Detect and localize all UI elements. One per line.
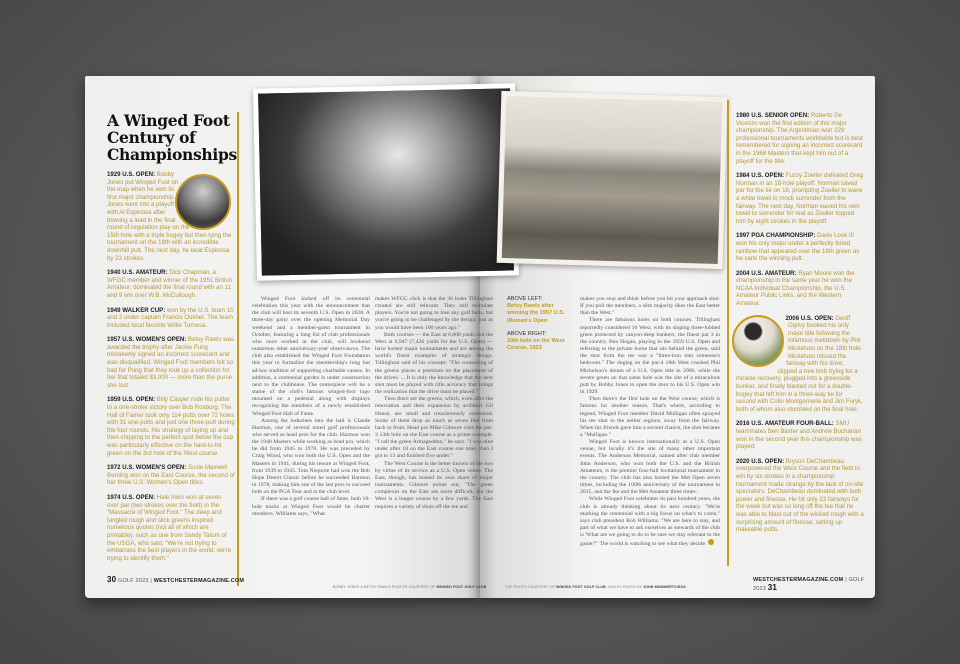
- west-course-1923-photo: [497, 91, 728, 269]
- timeline-text: Roberto De Vicenzo won the first edition of this major championship. The Argentinian won 229 professional tournaments worldwide but is best remembered for signing an incorrect scorecard in the 1968 Masters that kept him out of a playoff for the title.: [736, 112, 863, 165]
- timeline-year: 2016 U.S. AMATEUR FOUR-BALL:: [736, 420, 834, 428]
- timeline-text: Davis Love III won his only major under a perfectly timed rainbow that appeared over the 18th green as he sank the winning putt.: [736, 232, 860, 263]
- timeline-year: 2004 U.S. AMATEUR:: [736, 269, 797, 277]
- right-footer: WESTCHESTERMAGAZINE.COM | GOLF 2023 31: [753, 577, 865, 592]
- timeline-text: Bobby Jones put Winged Foot on the map when he won its first major championship. Jones went into a playoff with Al Espinosa after blowing a lead in the final round of regulation play on the 15th hole with a triple bogey but then tying the tournament on the 18th with an incredible downhill putt. The next day, he beat Espinosa by 23 strokes.: [107, 171, 232, 262]
- right-gold-rule: [727, 100, 729, 566]
- timeline-year: 2006 U.S. OPEN:: [785, 314, 834, 322]
- timeline-year: 1929 U.S. OPEN:: [107, 171, 156, 178]
- timeline-entry: [736, 315, 864, 414]
- left-timeline-sidebar: [107, 112, 235, 569]
- timeline-year: 1980 U.S. SENIOR OPEN:: [736, 112, 810, 119]
- timeline-text: Dick Chapman, a WFGC member and winner of the 1951 British Amateur, dominated the final round with an 11 and 9 win over W.B. McCullough.: [107, 269, 232, 299]
- timeline-text: Geoff Ogilvy booked his only major title following the infamous meltdown by Phil Mickelson on the 18th hole. Mickelson missed the fairway with his drive, clipped a tree limb trying for a miracle recovery, plugged into a greenside bunker, and finally blasted out for a double-bogey that left him in a three-way tie for second with Colin Montgomerie and Jim Furyk, both of whom also stumbled on the final hole.: [736, 314, 863, 413]
- timeline-entry: [736, 112, 864, 165]
- timeline-text: won by the U.S. team 10 and 2 under captain Francis Ouimet. The team included local favorite Willie Turnesa.: [107, 306, 234, 329]
- timeline-entry: [107, 494, 235, 562]
- timeline-text: SMU teammates Ben Baxter and Andrew Buchanan won in the second year this championship was played.: [736, 420, 862, 451]
- right-photo-credit: TOP PHOTO COURTESY OF WINGED FOOT GOLF CLUB; OGILVY PHOTO BY JOHN MUMMERT/USGA: [505, 585, 686, 589]
- end-mark-icon: [708, 539, 714, 545]
- timeline-year: 1972 U.S. WOMEN'S OPEN:: [107, 464, 187, 472]
- timeline-year: 2020 U.S. OPEN:: [736, 457, 785, 465]
- timeline-year: 1974 U.S. OPEN:: [107, 493, 156, 501]
- timeline-text: Billy Casper rode his putter to a one-stroke victory over Bob Rosburg. The Hall of Famer took only 114 putts over 72 holes with 31 one-putts and just one three-putt during the four rounds. His strategy of laying up and then chipping to the perfect spot below the cup was particularly effective on the hard-to-hit green on the 3rd hole of the West course.: [107, 396, 235, 457]
- caption-above-right: ABOVE RIGHT: 10th hole on the West Course, 1923: [507, 330, 565, 352]
- right-timeline-sidebar: [736, 112, 864, 541]
- timeline-text: Bryson DeChambeau overpowered the West Course and the field to win by six strokes in a championship tournament made strange by the lack of on-site spectators. DeChambeau dominated with both power and finesse. He hit only 23 fairways for the week but was so long off the tee that he was able to blast out of the wicked rough with a surprising amount of finesse, setting up makeable putts.: [736, 457, 864, 534]
- right-body-column: makes you stop and think before you hit your approach shot. If you poll the members, a slim majority likes the East better than the West." There are fabulous holes on both courses. Tillinghast reportedly considered 10 West, with its sloping three-lobbed green protected by canyon-deep bunkers, the finest par 3 in the country. Ben Hogan, playing in the 1959 U.S. Open and referring to the private home that sits behind the green, said the shot from the tee was a "three-iron into someone's bedroom." The dogleg on the par-4 18th West crushed Phil Mickelson's dream of a U.S. Open title in 2006, while the severe green on that same hole was the site of a miraculous putt by Bobby Jones to open the door to his U.S. Open win in 1929. Then there's the first hole on the West course, which is famous for another reason. That's where, according to legend, Winged Foot member David Mulligan often sprayed his tee shot in the nether regions, away from the fairway. When his friends gave him a second chance, the shot became a "Mulligan." Winged Foot is known internationally as a U.S. Open venue, but locally it's the site of many other important events. The Anderson Memorial, named after club member John Anderson, who won both the U.S. and the British Amateurs, is the premier four-ball invitational tournament in the country. The club has also hosted the Met Open seven times, including the 100th anniversary of the tournament in 2015, and the Ike and the Met Amateur three times. While Winged Foot celebrates its past hundred years, the club is already thinking about its next century. "We're marking the centennial with a big focus on what's to come," says club president Rob Williams. "We are here to stay, and part of what we have to ask ourselves as stewards of the club is 'What are we going to do to be sure we stay relevant to the game?'" The world is watching to see what they decide.: [580, 296, 720, 548]
- timeline-year: 1984 U.S. OPEN:: [736, 172, 785, 180]
- timeline-year: 1940 U.S. AMATEUR:: [107, 269, 168, 277]
- timeline-entry: [107, 307, 235, 330]
- timeline-entry: [736, 172, 864, 225]
- left-gold-rule: [237, 112, 239, 586]
- timeline-text: Susie Maxwell Berning won on the East Course, the second of her three U.S. Women's Open titles.: [107, 464, 235, 487]
- timeline-entry: [107, 396, 235, 457]
- photo-captions: [507, 296, 575, 352]
- caption-above-left: ABOVE LEFT: Betsy Rawls after winning the 1957 U.S. Women's Open: [507, 296, 565, 324]
- betsy-rawls-photo: [253, 83, 519, 280]
- timeline-entry: [107, 464, 235, 487]
- timeline-text: Fuzzy Zoeller defeated Greg Norman in an 18-hole playoff. Norman saved par for the tie on 18, prompting Zoeller to wave a white towel in mock surrender from the fairway. The next day, Norman waved his own towel to surrender for real as Zoeller topped him by eight strokes in the playoff.: [736, 172, 864, 225]
- timeline-entry: [107, 336, 235, 389]
- geoff-ogilvy-photo: [732, 315, 784, 367]
- timeline-entry: [736, 270, 864, 308]
- bobby-jones-photo: [175, 174, 231, 230]
- timeline-entry: [736, 420, 864, 450]
- body-column-2: makes WFGC click is that the 36 holes Tillinghast created are still relevant. They still stimulate players. You're not going to lose any golf balls, but you're going to be challenged by the design, just as you would have been 100 years ago." Both courses — the East at 6,808 yards and the West at 6,947 (7,426 yards for the U.S. Open) — have hosted major tournaments and are among the world's finest examples of strategic design. Tillinghast said of his concept: "The contouring of the greens places a premium on the placement of the drives. ... It is only the knowledge that the next shot must be played with rifle accuracy that brings the realization that the drive must be placed." Then there are the greens, which, even after the renovation and their expansion by architect Gil Hanse, are small and treacherously contoured. Some of them drop as much as seven feet from back to front. Head pro Mike Gilmore cites the par-3 13th hole on the East course as a prime example. "I call the green Armageddon," he says. "I was nine under after 10 on the East course one time, then I got to 13 and finished five under." The West Course is the better known of the two by virtue of its service as a U.S. Open venue. The East, though, has hosted its own share of major tournaments. Gilmore points out, "The green complexes on the East are more difficult, but the West is a longer course by a few yards. The East requires a variety of shots off the tee and: [375, 296, 493, 510]
- timeline-text: Hale Irwin won at seven over par (two strokes over the field) in the "Massacre of Winged Foot." The deep and tangled rough and slick greens inspired numerous quotes (not all of which are printable), such as one from Sandy Tatum of the USGA, who said, "We're not trying to embarrass the best players in the world; we're trying to identify them.": [107, 493, 232, 562]
- timeline-year: 1997 PGA CHAMPIONSHIP:: [736, 232, 816, 240]
- timeline-entry: [107, 269, 235, 299]
- article-title: A Winged Foot Century of Championships: [107, 111, 237, 164]
- timeline-entry: [736, 458, 864, 534]
- timeline-text: Betsy Rawls was awarded the trophy after Jackie Pung mistakenly signed an incorrect scorecard and was disqualified. Winged Foot members felt so bad for Pung that they took up a collection for her that totaled $3,000 — more than the purse she lost.: [107, 336, 235, 389]
- left-photo-credit: BOBBY JONES & BETSY RAWLS PHOTOS COURTESY OF WINGED FOOT GOLF CLUB: [333, 585, 487, 589]
- timeline-text: Ryan Moore won the championship in the same year he won the NCAA Individual Championship, the U.S. Amateur Public Links, and the Western Amateur.: [736, 269, 855, 308]
- timeline-year: 1949 WALKER CUP:: [107, 306, 166, 314]
- left-footer: 30 GOLF 2023 | WESTCHESTERMAGAZINE.COM: [107, 575, 245, 584]
- magazine-spread: [85, 76, 875, 598]
- timeline-year: 1959 U.S. OPEN:: [107, 396, 156, 404]
- timeline-year: 1957 U.S. WOMEN'S OPEN:: [107, 336, 187, 344]
- body-column-1: Winged Foot kicked off its centennial celebration this year with the announcement that the club will host its seventh U.S. Open in 2028. A three-day party over the opening Memorial Day weekend and a member-guest tournament in October, featuring a long list of club professionals who once worked at the club, will bookend numerous other anniversary-year observances. The club also established the Winged Foot Foundation this year to formalize the membership's long but ad-hoc tradition of supporting charitable causes. In addition, a centennial garden is under construction next to the clubhouse. The centerpiece will be a statue of the club's famous winged-foot logo mounted on a pedestal along with displays recognizing the members of a newly established Winged Foot Hall of Fame. Among the inductees into the hall is Claude Harmon, one of several noted golf professionals who served as head pros for the club. Harmon won the 1948 Masters while working as head pro, which he did from 1945 to 1978. He was preceded by Craig Wood, who won both the U.S. Open and the Masters in 1941, during his tenure at Winged Foot, from 1939 to 1945. Tom Nieporte had won the Bob Hope Desert Classic before he succeeded Harmon in 1978, making him one of the last pros to succeed both on the PGA Tour and at the club level. If there was a golf course hall of fame, both 18-hole tracks at Winged Foot would be charter members. Williams says, "What: [252, 296, 370, 517]
- timeline-entry: [736, 232, 864, 262]
